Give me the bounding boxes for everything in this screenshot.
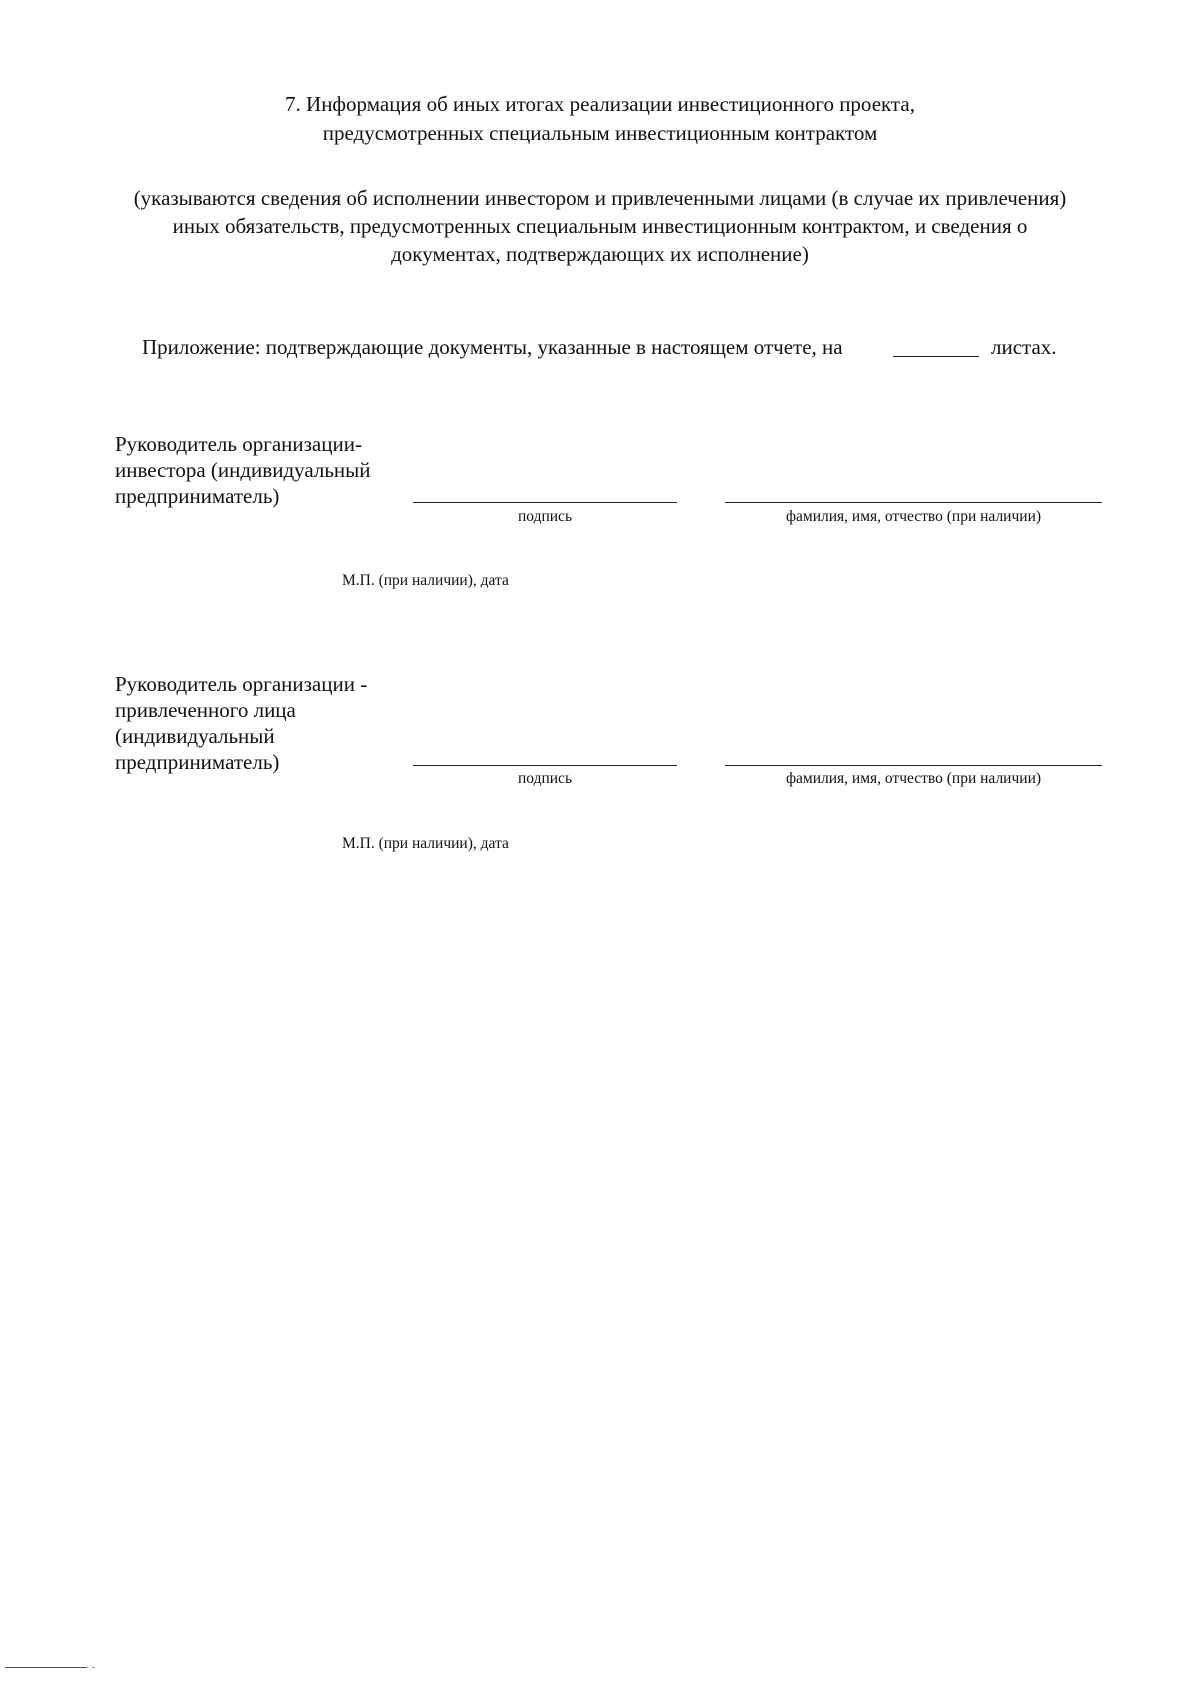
involved-party-name-caption: фамилия, имя, отчество (при наличии) [785,770,1042,787]
section-note [90,184,1110,268]
section-note-line-3: документах, подтверждающих их исполнение) [391,242,809,266]
investor-signature-caption: подпись [517,508,573,525]
investor-name-caption: фамилия, имя, отчество (при наличии) [785,508,1042,525]
role-line: привлеченного лица [115,698,296,722]
role-line: инвестора (индивидуальный [115,458,371,482]
section-title-line-1: 7. Информация об иных итогах реализации инвестиционного проекта, [285,92,915,116]
section-title-line-2: предусмотренных специальным инвестиционным контрактом [322,121,878,145]
role-line: Руководитель организации - [115,672,368,696]
role-line: (индивидуальный [115,724,275,748]
involved-party-name-line[interactable] [725,765,1102,766]
section-note-line-1: (указываются сведения об исполнении инвестором и привлеченными лицами (в случае их привлечения) [133,186,1067,210]
involved-party-signature-caption: подпись [517,770,573,787]
investor-role-label [115,431,405,509]
appendix-tail: листах. [991,335,1057,359]
role-line: предприниматель) [115,750,280,774]
investor-stamp-date: М.П. (при наличии), дата [342,572,509,589]
section-note-line-2: иных обязательств, предусмотренных специальным инвестиционным контрактом, и сведения о [172,214,1028,238]
section-title [150,90,1050,148]
scan-artifact-line [5,1667,87,1668]
involved-party-signature-line[interactable] [413,765,677,766]
role-line: предприниматель) [115,484,280,508]
scan-artifact-dot [92,1667,95,1668]
investor-name-line[interactable] [725,502,1102,503]
appendix-text: Приложение: подтверждающие документы, указанные в настоящем отчете, на [142,335,843,359]
appendix-pages-blank[interactable] [893,356,979,357]
role-line: Руководитель организации- [115,432,362,456]
involved-party-stamp-date: М.П. (при наличии), дата [342,835,509,852]
investor-signature-line[interactable] [413,502,677,503]
involved-party-role-label [115,671,405,775]
